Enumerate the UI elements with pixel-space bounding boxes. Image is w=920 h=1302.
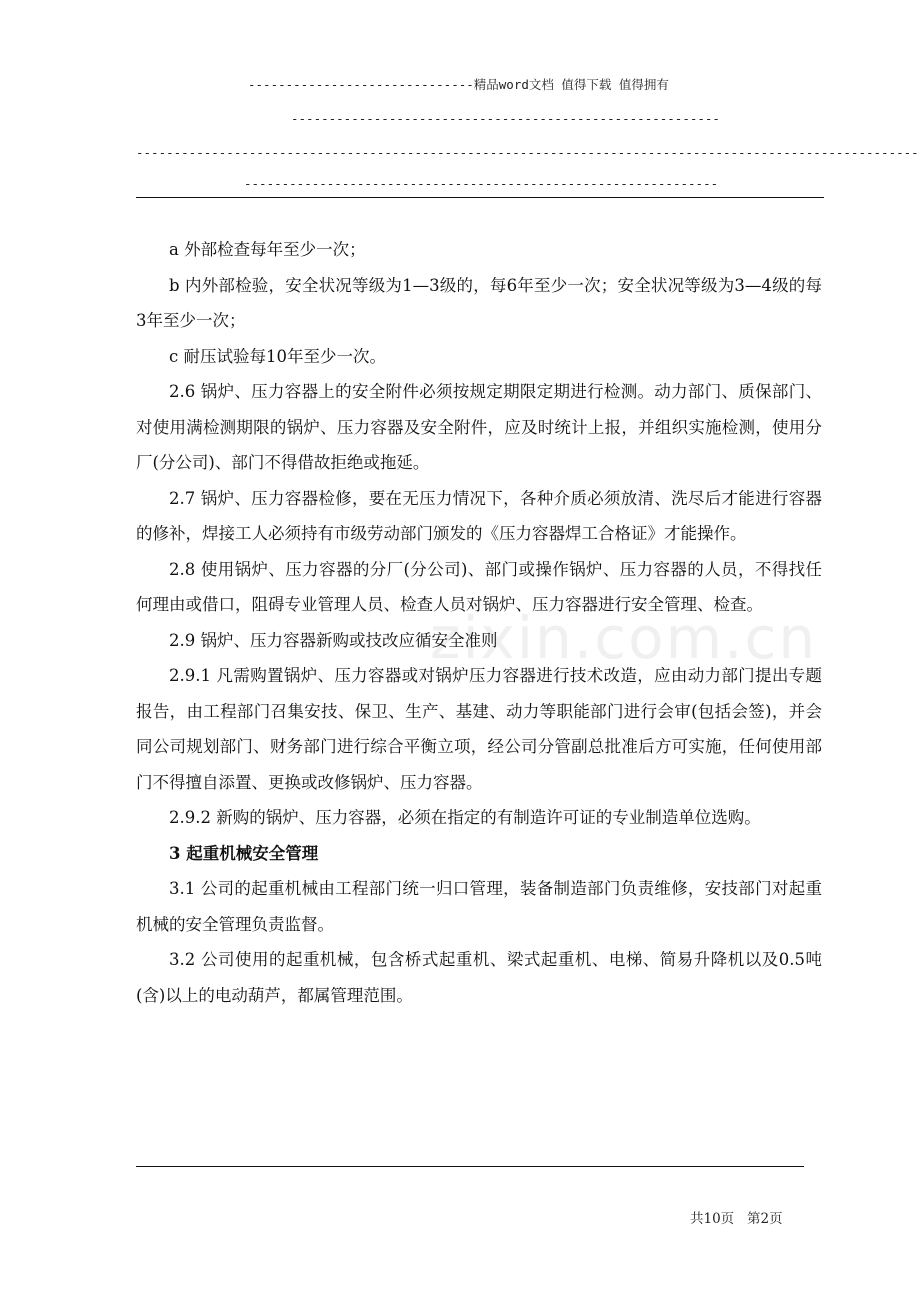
header-dash-line: --------------------------------------------------------- (291, 111, 720, 126)
paragraph: 2.6 锅炉、压力容器上的安全附件必须按规定期限定期进行检测。动力部门、质保部门、对使用满检测期限的锅炉、压力容器及安全附件，应及时统计上报，并组织实施检测，使用分厂(分公司)、部门不得借故拒绝或拖延。 (136, 382, 822, 472)
header-banner: ------------------------------精品word文档 值得下载 值得拥有 (248, 77, 669, 92)
footer-rule (136, 1166, 804, 1167)
paragraph: 3.1 公司的起重机械由工程部门统一归口管理，装备制造部门负责维修，安技部门对起重机械的安全管理负责监督。 (136, 879, 822, 934)
paragraph: 2.8 使用锅炉、压力容器的分厂(分公司)、部门或操作锅炉、压力容器的人员，不得找任何理由或借口，阻碍专业管理人员、检查人员对锅炉、压力容器进行安全管理、检查。 (136, 559, 822, 614)
header-dash-line: --------------------------------------------------------------- (244, 176, 719, 191)
paragraph: 3.2 公司使用的起重机械，包含桥式起重机、梁式起重机、电梯、简易升降机以及0.5吨(含)以上的电动葫芦，都属管理范围。 (136, 950, 822, 1005)
paragraph: 2.7 锅炉、压力容器检修，要在无压力情况下，各种介质必须放清、洗尽后才能进行容器的修补，焊接工人必须持有市级劳动部门颁发的《压力容器焊工合格证》才能操作。 (136, 488, 822, 543)
paragraph: a 外部检查每年至少一次； (169, 240, 366, 259)
watermark: zixin.com.cn (430, 604, 818, 672)
header-dash-line: -------------------------------------------------------------------------------------------------------- (136, 145, 919, 160)
paragraph: 2.9.2 新购的锅炉、压力容器，必须在指定的有制造许可证的专业制造单位选购。 (169, 808, 761, 827)
header-rule (136, 197, 824, 198)
document-body (136, 232, 822, 1013)
paragraph: b 内外部检验，安全状况等级为1—3级的，每6年至少一次；安全状况等级为3—4级的每3年至少一次； (136, 275, 822, 330)
paragraph: 2.9 锅炉、压力容器新购或技改应循安全准则 (169, 630, 498, 650)
section-heading: 3 起重机械安全管理 (169, 843, 319, 863)
page-number: 共10页 第2页 (690, 1211, 783, 1227)
paragraph: c 耐压试验每10年至少一次。 (169, 346, 386, 366)
paragraph: 2.9.1 凡需购置锅炉、压力容器或对锅炉压力容器进行技术改造，应由动力部门提出专题报告，由工程部门召集安技、保卫、生产、基建、动力等职能部门进行会审(包括会签)，并会同公司规划部门、财务部门进行综合平衡立项，经公司分管副总批准后方可实施，任何使用部门不得擅自添置、更换或改修锅炉、压力容器。 (136, 666, 822, 792)
